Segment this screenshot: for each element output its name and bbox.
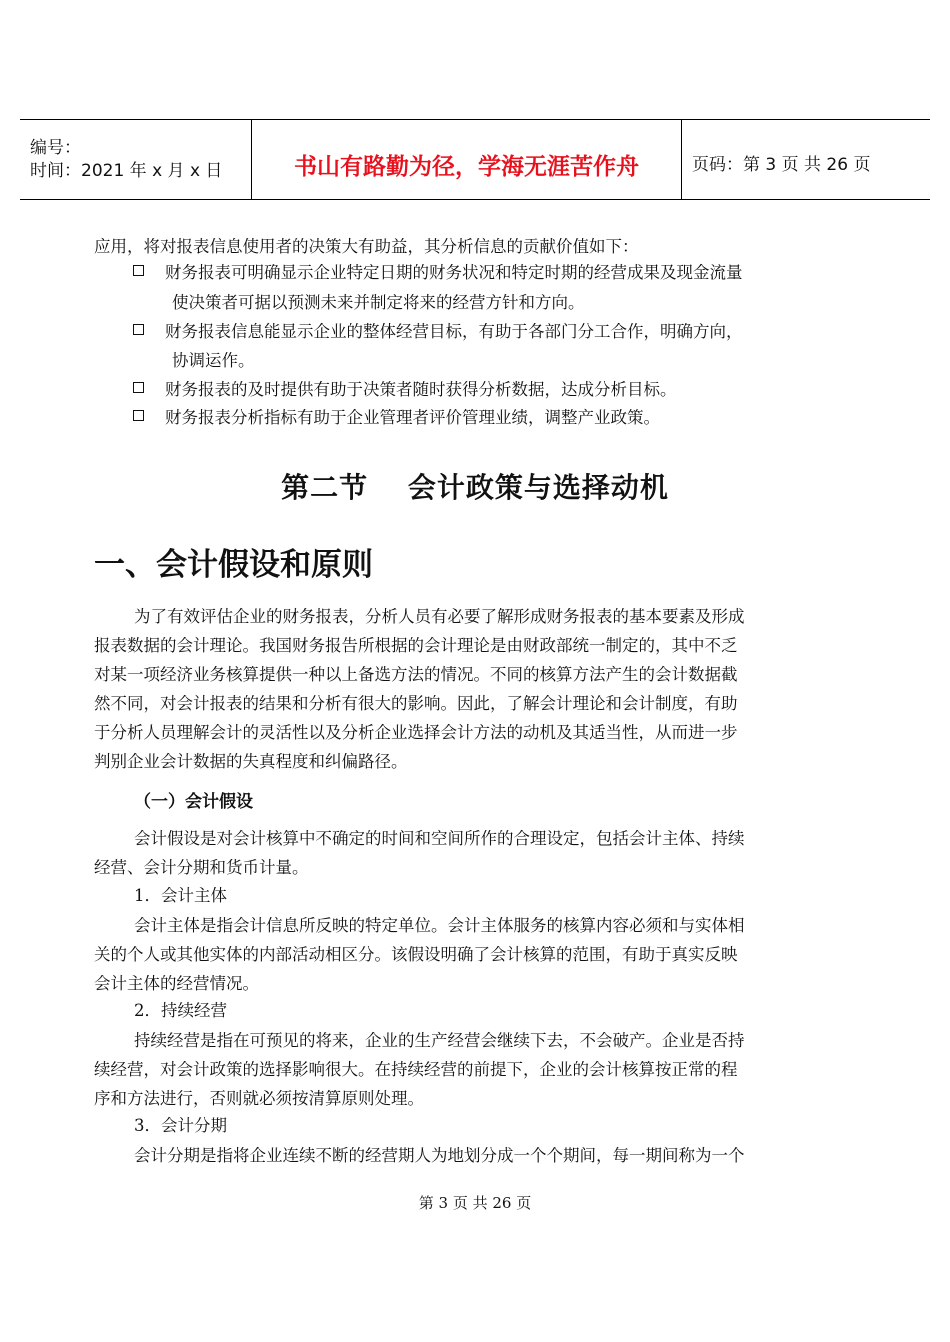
paragraph-line: 持续经营是指在可预见的将来，企业的生产经营会继续下去，不会破产。企业是否持 [134,1031,745,1050]
paragraph-line: 判别企业会计数据的失真程度和纠偏路径。 [94,752,408,771]
page-header [20,119,930,200]
item-3-title: 3．会计分期 [134,1116,227,1135]
paragraph-line: 序和方法进行，否则就必须按清算原则处理。 [94,1089,424,1108]
checkbox-bullet-icon [133,265,144,276]
document-number-label: 编号： [30,137,81,158]
paragraph-line: 于分析人员理解会计的灵活性以及分析企业选择会计方法的动机及其适当性，从而进一步 [94,723,738,742]
header-motto: 书山有路勤为径，学海无涯苦作舟 [294,154,639,180]
paragraph-line: 经营、会计分期和货币计量。 [94,858,309,877]
intro-line: 应用，将对报表信息使用者的决策大有助益，其分析信息的贡献价值如下： [94,237,639,256]
checkbox-bullet-icon [133,324,144,335]
paragraph-line: 会计主体的经营情况。 [94,974,259,993]
paragraph-line: 会计分期是指将企业连续不断的经营期人为地划分成一个个期间，每一期间称为一个 [134,1146,745,1165]
paragraph-line: 对某一项经济业务核算提供一种以上备选方法的情况。不同的核算方法产生的会计数据截 [94,665,738,684]
paragraph-line: 为了有效评估企业的财务报表，分析人员有必要了解形成财务报表的基本要素及形成 [134,607,745,626]
section-title: 第二节 会计政策与选择动机 [281,471,669,504]
paragraph-line: 关的个人或其他实体的内部活动相区分。该假设明确了会计核算的范围，有助于真实反映 [94,945,738,964]
page-footer: 第 3 页 共 26 页 [418,1194,532,1212]
paragraph-line: 续经营，对会计政策的选择影响很大。在持续经营的前提下，企业的会计核算按正常的程 [94,1060,738,1079]
bullet-1-line-1: 财务报表可明确显示企业特定日期的财务状况和特定时期的经营成果及现金流量 [165,263,743,282]
header-page-info: 页码：第 3 页 共 26 页 [692,155,871,175]
header-motto-cell [252,120,682,199]
bullet-2-line-2: 协调运作。 [172,351,255,370]
paragraph-line: 然不同，对会计报表的结果和分析有很大的影响。因此，了解会计理论和会计制度，有助 [94,694,738,713]
bullet-1-line-2: 使决策者可据以预测未来并制定将来的经营方针和方向。 [172,293,585,312]
document-time-label: 时间：2021 年 x 月 x 日 [30,160,223,181]
heading-level-1: 一、会计假设和原则 [94,547,373,583]
paragraph-line: 会计假设是对会计核算中不确定的时间和空间所作的合理设定，包括会计主体、持续 [134,829,745,848]
header-page-cell [682,120,930,199]
paragraph-line: 会计主体是指会计信息所反映的特定单位。会计主体服务的核算内容必须和与实体相 [134,916,745,935]
paragraph-line: 报表数据的会计理论。我国财务报告所根据的会计理论是由财政部统一制定的，其中不乏 [94,636,738,655]
bullet-4-line-1: 财务报表分析指标有助于企业管理者评价管理业绩，调整产业政策。 [165,408,660,427]
checkbox-bullet-icon [133,382,144,393]
item-1-title: 1．会计主体 [134,886,227,905]
bullet-3-line-1: 财务报表的及时提供有助于决策者随时获得分析数据，达成分析目标。 [165,380,677,399]
subheading: （一）会计假设 [134,792,253,812]
header-meta-cell [20,120,252,199]
checkbox-bullet-icon [133,410,144,421]
item-2-title: 2．持续经营 [134,1001,227,1020]
bullet-2-line-1: 财务报表信息能显示企业的整体经营目标，有助于各部门分工合作，明确方向， [165,322,743,341]
